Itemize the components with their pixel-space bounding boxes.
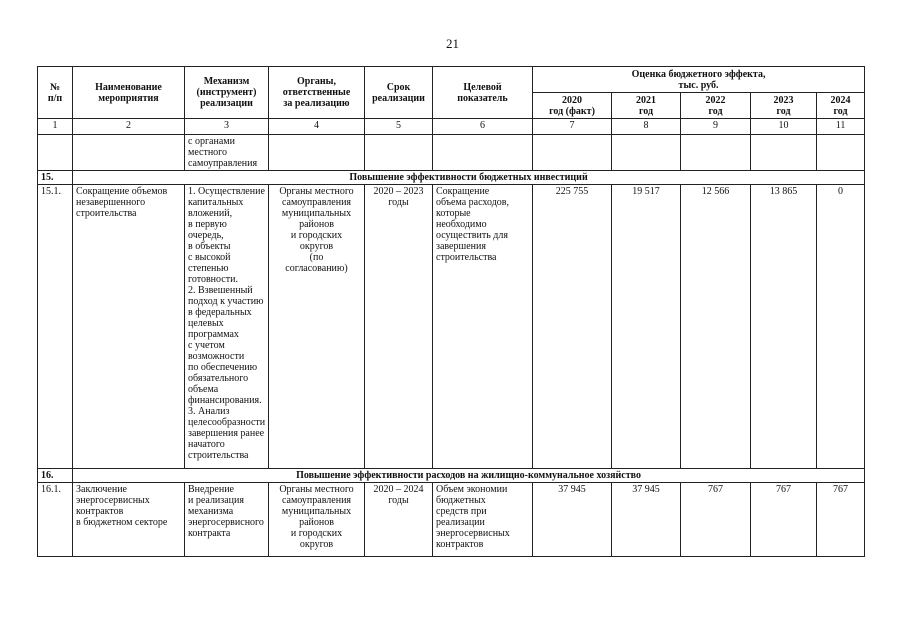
- column-number: 11: [817, 119, 865, 135]
- continuation-mechanism: с органами местного самоуправления: [185, 135, 269, 171]
- section-number: 15.: [38, 171, 73, 185]
- header-mechanism: Механизм (инструмент) реализации: [185, 67, 269, 119]
- column-number: 6: [433, 119, 533, 135]
- row-target: Сокращение объема расходов, которые необходимо осуществить для завершения строительства: [433, 185, 533, 469]
- header-year-2022: 2022 год: [681, 93, 751, 119]
- section-row-16: [38, 469, 865, 483]
- row-value-2024: 0: [817, 185, 865, 469]
- column-numbers-row: [38, 119, 865, 135]
- column-number: 2: [73, 119, 185, 135]
- header-year-2024: 2024 год: [817, 93, 865, 119]
- row-term: 2020 – 2024 годы: [365, 483, 433, 557]
- table-row-15-1: [38, 185, 865, 469]
- header-organs: Органы, ответственные за реализацию: [269, 67, 365, 119]
- row-value-2024: 767: [817, 483, 865, 557]
- row-number: 16.1.: [38, 483, 73, 557]
- section-title: Повышение эффективности бюджетных инвестиций: [73, 171, 865, 185]
- row-name: Заключение энергосервисных контрактов в бюджетном секторе: [73, 483, 185, 557]
- budget-effect-table: [37, 66, 865, 557]
- header-year-2021: 2021 год: [612, 93, 681, 119]
- row-value-2023: 13 865: [751, 185, 817, 469]
- column-number: 10: [751, 119, 817, 135]
- section-row-15: [38, 171, 865, 185]
- row-value-2020: 37 945: [533, 483, 612, 557]
- header-year-2020: 2020 год (факт): [533, 93, 612, 119]
- column-number: 7: [533, 119, 612, 135]
- column-number: 1: [38, 119, 73, 135]
- page-number: 21: [446, 36, 459, 51]
- row-mechanism: 1. Осуществление капитальных вложений, в первую очередь, в объекты с высокой степенью готовности. 2. Взвешенный подход к участию в федеральных целевых программах с учетом возможности по обеспечению обязательного объема финансирования. 3. Анализ целесообразности завершения ранее начатого строительства: [185, 185, 269, 469]
- row-name: Сокращение объемов незавершенного строительства: [73, 185, 185, 469]
- header-budget-group: Оценка бюджетного эффекта, тыс. руб.: [533, 67, 865, 93]
- row-value-2022: 767: [681, 483, 751, 557]
- continuation-row: [38, 135, 865, 171]
- row-value-2021: 37 945: [612, 483, 681, 557]
- row-organs: Органы местного самоуправления муниципальных районов и городских округов (по согласованию): [269, 185, 365, 469]
- row-organs: Органы местного самоуправления муниципальных районов и городских округов: [269, 483, 365, 557]
- row-value-2023: 767: [751, 483, 817, 557]
- header-num: № п/п: [38, 67, 73, 119]
- header-year-2023: 2023 год: [751, 93, 817, 119]
- row-value-2021: 19 517: [612, 185, 681, 469]
- row-target: Объем экономии бюджетных средств при реализации энергосервисных контрактов: [433, 483, 533, 557]
- section-title: Повышение эффективности расходов на жилищно-коммунальное хозяйство: [73, 469, 865, 483]
- row-mechanism: Внедрение и реализация механизма энергосервисного контракта: [185, 483, 269, 557]
- column-number: 9: [681, 119, 751, 135]
- row-number: 15.1.: [38, 185, 73, 469]
- row-value-2020: 225 755: [533, 185, 612, 469]
- row-term: 2020 – 2023 годы: [365, 185, 433, 469]
- column-number: 5: [365, 119, 433, 135]
- column-number: 4: [269, 119, 365, 135]
- row-value-2022: 12 566: [681, 185, 751, 469]
- section-number: 16.: [38, 469, 73, 483]
- column-number: 8: [612, 119, 681, 135]
- header-name: Наименование мероприятия: [73, 67, 185, 119]
- table-row-16-1: [38, 483, 865, 557]
- header-target: Целевой показатель: [433, 67, 533, 119]
- header-term: Срок реализации: [365, 67, 433, 119]
- column-number: 3: [185, 119, 269, 135]
- header-row: [38, 67, 865, 93]
